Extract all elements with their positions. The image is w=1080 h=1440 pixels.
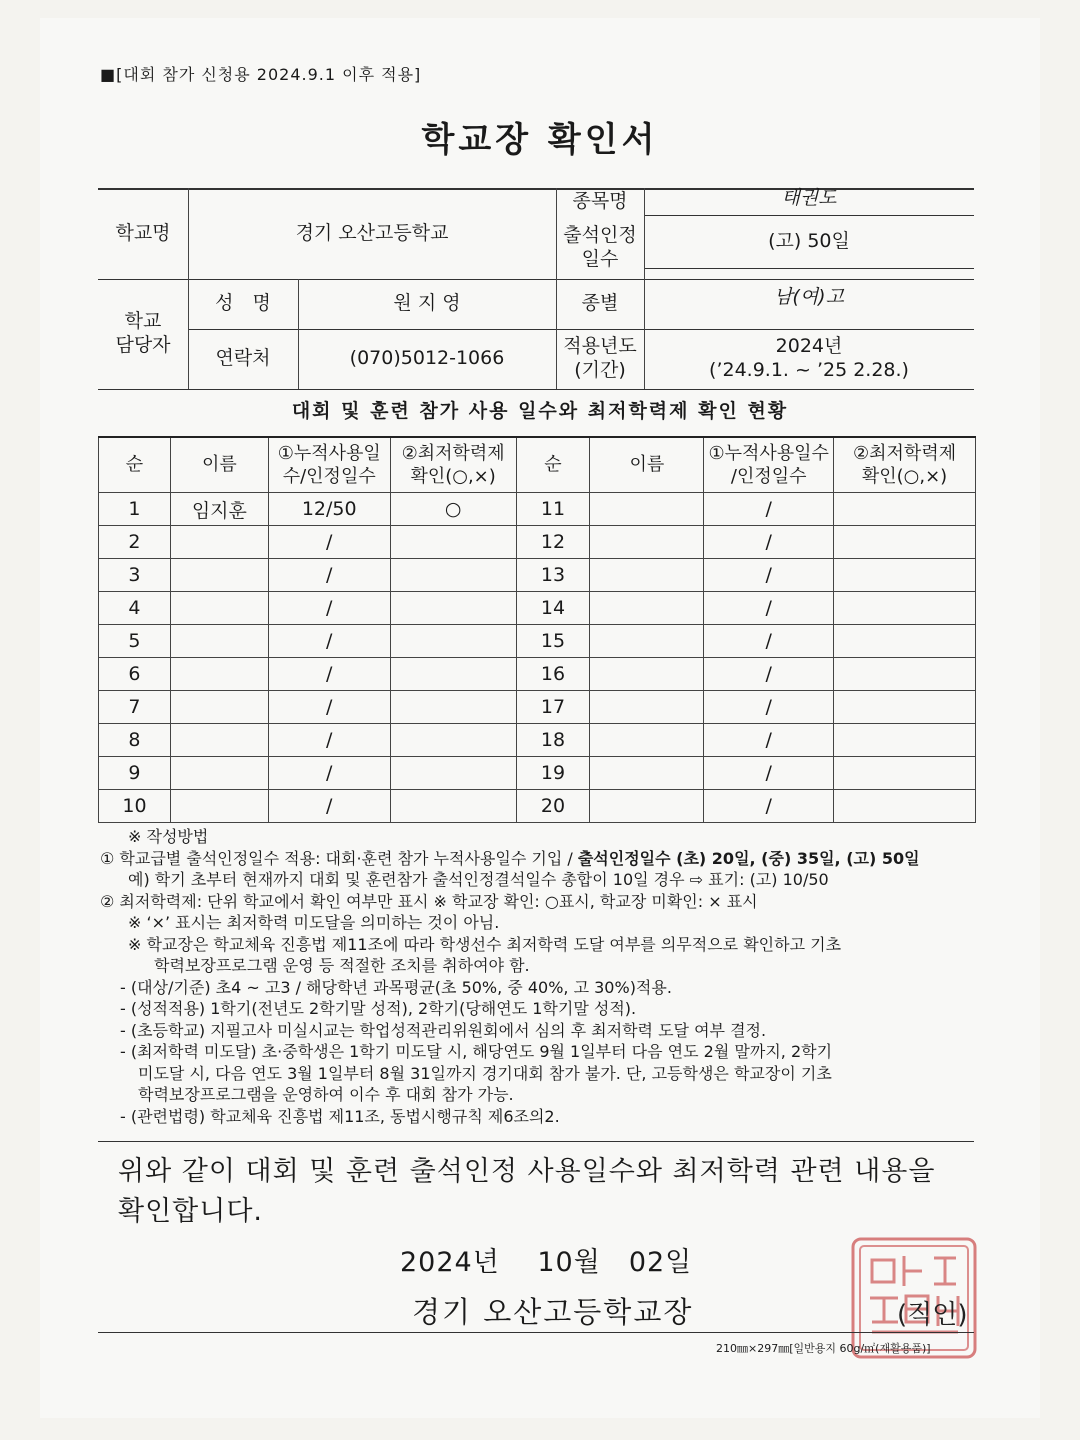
student-name-cell (590, 724, 704, 757)
minimum-grade-check-cell (390, 559, 516, 592)
minimum-grade-check-cell (390, 691, 516, 724)
event-label: 종목명 (572, 189, 628, 212)
row-number-cell: 13 (516, 559, 590, 592)
table-title: 대회 및 훈련 참가 사용 일수와 최저학력제 확인 현황 (291, 400, 789, 422)
minimum-grade-check-cell (834, 691, 976, 724)
table-row (99, 592, 976, 625)
minimum-grade-check-cell (390, 724, 516, 757)
note-elementary: - (초등학교) 지필고사 미실시교는 학업성적관리위원회에서 심의 후 최저학력 도달 여부 결정. (120, 1020, 767, 1040)
used-days-cell: 12/50 (268, 493, 390, 526)
school-manager-label: 학교 담당자 (115, 310, 171, 356)
minimum-grade-check-cell (834, 592, 976, 625)
manager-name-value: 원 지 영 (393, 292, 461, 315)
form-header-note: ■[대회 참가 신청용 2024.9.1 이후 적용] (100, 65, 422, 84)
used-days-cell: / (268, 526, 390, 559)
minimum-grade-check-cell (834, 658, 976, 691)
attendance-days-label: 출석인정 일수 (563, 224, 637, 270)
column-header: 이름 (590, 437, 704, 493)
used-days-cell: / (268, 691, 390, 724)
note-2-principal: ※ 학교장은 학교체육 진흥법 제11조에 따라 학생선수 최저학력 도달 여부를 의무적으로 확인하고 기초 (128, 934, 842, 954)
used-days-cell: / (268, 724, 390, 757)
minimum-grade-check-cell (834, 790, 976, 823)
used-days-cell: / (704, 493, 834, 526)
document-title: 학교장 확인서 (421, 120, 659, 160)
minimum-grade-check-cell (390, 757, 516, 790)
confirmation-line-2: 확인합니다. (118, 1196, 263, 1227)
note-1: ① 학교급별 출석인정일수 적용: 대회·훈련 참가 누적사용일수 기입 / 출석인정일수 (초) 20일, (중) 35일, (고) 50일 (100, 848, 920, 868)
used-days-cell: / (704, 559, 834, 592)
student-name-cell (170, 757, 268, 790)
table-row (99, 559, 976, 592)
minimum-grade-check-cell: ○ (390, 493, 516, 526)
row-number-cell: 1 (99, 493, 171, 526)
period-value (644, 329, 974, 389)
column-header: 순 (516, 437, 590, 493)
period-year: 2024년 (775, 335, 843, 358)
student-name-cell (590, 559, 704, 592)
student-name-cell (170, 559, 268, 592)
notes-heading: ※ 작성방법 (128, 827, 209, 846)
row-number-cell: 12 (516, 526, 590, 559)
writing-instructions (100, 826, 980, 1127)
used-days-cell: / (704, 658, 834, 691)
table-row (99, 658, 976, 691)
row-number-cell: 10 (99, 790, 171, 823)
used-days-cell: / (704, 526, 834, 559)
row-number-cell: 5 (99, 625, 171, 658)
table-row (99, 790, 976, 823)
student-name-cell (590, 691, 704, 724)
seal-label: (직인) (897, 1300, 968, 1330)
row-number-cell: 15 (516, 625, 590, 658)
note-below-minimum-cont2: 학력보장프로그램을 운영하여 이수 후 대회 참가 가능. (138, 1085, 514, 1104)
table-row (99, 493, 976, 526)
student-name-cell (590, 592, 704, 625)
row-number-cell: 11 (516, 493, 590, 526)
school-name-label: 학교명 (115, 221, 171, 244)
row-number-cell: 16 (516, 658, 590, 691)
note-below-minimum-cont1: 미도달 시, 다음 연도 3월 1일부터 8월 31일까지 경기대회 참가 불가. 단, 고등학생은 학교장이 기초 (138, 1063, 832, 1083)
note-1-example: 예) 학기 초부터 현재까지 대회 및 훈련참가 출석인정결석일수 총합이 10일 경우 ⇨ 표기: (고) 10/50 (128, 870, 829, 889)
table-row (99, 724, 976, 757)
minimum-grade-check-cell (834, 724, 976, 757)
used-days-cell: / (704, 790, 834, 823)
contact-value: (070)5012-1066 (349, 347, 505, 370)
gender-label: 종별 (581, 292, 619, 315)
signer-name: 경기 오산고등학교장 (412, 1295, 694, 1329)
paper-spec-footer: 210㎜×297㎜[일반용지 60g/㎡(재활용품)] (716, 1342, 931, 1355)
used-days-cell: / (704, 592, 834, 625)
note-2-principal-cont: 학력보장프로그램 운영 등 적절한 조치를 취하여야 함. (154, 956, 530, 975)
note-target: - (대상/기준) 초4 ~ 고3 / 해당학년 과목평균(초 50%, 중 40%, 고 30%)적용. (120, 977, 672, 997)
note-2: ② 최저학력제: 단위 학교에서 확인 여부만 표시 ※ 학교장 확인: ○표시, 학교장 미확인: × 표시 (100, 891, 758, 911)
manager-name-label: 성 명 (215, 292, 271, 315)
row-number-cell: 8 (99, 724, 171, 757)
column-header: ②최저학력제 확인(○,×) (390, 437, 516, 493)
student-name-cell (590, 526, 704, 559)
minimum-grade-check-cell (834, 757, 976, 790)
confirmation-statement (118, 1152, 988, 1232)
student-name-cell (590, 658, 704, 691)
attendance-days-value: (고) 50일 (768, 229, 850, 252)
student-name-cell (170, 658, 268, 691)
used-days-cell: / (268, 790, 390, 823)
student-name-cell (590, 790, 704, 823)
column-header: 이름 (170, 437, 268, 493)
used-days-cell: / (268, 757, 390, 790)
row-number-cell: 18 (516, 724, 590, 757)
event-value: 태권도 (781, 186, 837, 209)
used-days-cell: / (268, 592, 390, 625)
table-row (99, 526, 976, 559)
row-number-cell: 14 (516, 592, 590, 625)
minimum-grade-check-cell (390, 625, 516, 658)
school-name-value: 경기 오산고등학교 (295, 221, 449, 244)
row-number-cell: 17 (516, 691, 590, 724)
issue-date: 2024년 10월 02일 (400, 1247, 693, 1278)
note-2-remark: ※ ‘×’ 표시는 최저학력 미도달을 의미하는 것이 아님. (128, 913, 500, 932)
student-name-cell (590, 493, 704, 526)
used-days-cell: / (704, 757, 834, 790)
student-name-cell (170, 691, 268, 724)
row-number-cell: 6 (99, 658, 171, 691)
row-number-cell: 9 (99, 757, 171, 790)
note-1-emphasis: 출석인정일수 (초) 20일, (중) 35일, (고) 50일 (577, 848, 920, 868)
table-row (99, 625, 976, 658)
student-name-cell (170, 724, 268, 757)
period-label: 적용년도 (기간) (563, 335, 637, 381)
minimum-grade-check-cell (834, 625, 976, 658)
student-name-cell (170, 592, 268, 625)
period-range: (’24.9.1. ~ ’25 2.28.) (709, 359, 909, 381)
row-number-cell: 2 (99, 526, 171, 559)
note-grade-apply: - (성적적용) 1학기(전년도 2학기말 성적), 2학기(당해연도 1학기말 성적). (120, 999, 637, 1018)
student-name-cell (590, 625, 704, 658)
used-days-cell: / (268, 559, 390, 592)
column-header: ①누적사용일 수/인정일수 (268, 437, 390, 493)
row-number-cell: 3 (99, 559, 171, 592)
used-days-cell: / (704, 724, 834, 757)
student-name-cell (170, 625, 268, 658)
contact-label: 연락처 (215, 347, 271, 370)
row-number-cell: 7 (99, 691, 171, 724)
column-header: ②최저학력제 확인(○,×) (834, 437, 976, 493)
table-row (99, 691, 976, 724)
used-days-cell: / (704, 625, 834, 658)
minimum-grade-check-cell (834, 493, 976, 526)
used-days-cell: / (268, 625, 390, 658)
confirmation-line-1: 위와 같이 대회 및 훈련 출석인정 사용일수와 최저학력 관련 내용을 (118, 1156, 936, 1187)
student-name-cell: 임지훈 (170, 493, 268, 526)
row-number-cell: 20 (516, 790, 590, 823)
student-name-cell (170, 790, 268, 823)
minimum-grade-check-cell (390, 790, 516, 823)
table-header-row (99, 437, 976, 493)
used-days-cell: / (268, 658, 390, 691)
column-header: 순 (99, 437, 171, 493)
used-days-cell: / (704, 691, 834, 724)
note-related-law: - (관련법령) 학교체육 진흥법 제11조, 동법시행규칙 제6조의2. (120, 1106, 560, 1126)
student-name-cell (590, 757, 704, 790)
note-below-minimum: - (최저학력 미도달) 초·중학생은 1학기 미도달 시, 해당연도 9월 1일부터 다음 연도 2월 말까지, 2학기 (120, 1042, 833, 1061)
minimum-grade-check-cell (390, 592, 516, 625)
minimum-grade-check-cell (834, 526, 976, 559)
table-row (99, 757, 976, 790)
row-number-cell: 19 (516, 757, 590, 790)
column-header: ①누적사용일수 /인정일수 (704, 437, 834, 493)
row-number-cell: 4 (99, 592, 171, 625)
attendance-table (98, 436, 976, 823)
minimum-grade-check-cell (390, 658, 516, 691)
minimum-grade-check-cell (390, 526, 516, 559)
minimum-grade-check-cell (834, 559, 976, 592)
gender-value: 남(여)고 (774, 286, 844, 309)
student-name-cell (170, 526, 268, 559)
